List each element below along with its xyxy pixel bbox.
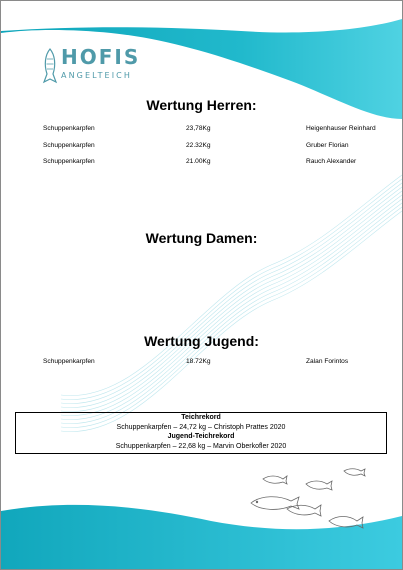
record-line-jugend: Schuppenkarpfen – 22,68 kg – Marvin Oberkofler 2020 <box>115 442 287 450</box>
top-wave-white <box>1 1 402 33</box>
record-title-teich: Teichrekord <box>181 414 221 421</box>
section-title-jugend: Wertung Jugend: <box>144 333 259 349</box>
section-title-damen: Wertung Damen: <box>145 230 258 246</box>
table-row <box>1 358 402 368</box>
section-title-herren: Wertung Herren: <box>146 97 257 113</box>
record-line-teich: Schuppenkarpfen – 24,72 kg – Christoph Prattes 2020 <box>116 423 286 431</box>
weight: 21.00Kg <box>186 158 211 165</box>
angler-name: Heigenhauser Reinhard <box>306 125 376 132</box>
table-row <box>1 142 402 152</box>
hofis-logo <box>41 45 141 87</box>
fish-type: Schuppenkarpfen <box>43 158 95 165</box>
angler-name: Gruber Florian <box>306 142 349 149</box>
fish-logo-icon <box>41 47 59 85</box>
bottom-wave <box>1 505 402 569</box>
weight: 23,78Kg <box>186 125 211 132</box>
logo-brand: HOFIS <box>61 45 141 69</box>
weight: 18.72Kg <box>186 358 211 365</box>
fish-sketches <box>251 469 365 528</box>
record-box <box>15 412 387 454</box>
table-row <box>1 158 402 168</box>
fish-type: Schuppenkarpfen <box>43 142 95 149</box>
record-title-jugend: Jugend-Teichrekord <box>167 433 235 440</box>
angler-name: Rauch Alexander <box>306 158 357 165</box>
weight: 22.32Kg <box>186 142 211 149</box>
table-row <box>1 125 402 135</box>
fish-type: Schuppenkarpfen <box>43 358 95 365</box>
logo-subtitle: ANGELTEICH <box>61 71 132 80</box>
fish-type: Schuppenkarpfen <box>43 125 95 132</box>
decorative-lines <box>61 175 402 432</box>
angler-name: Zalan Forintos <box>306 358 349 365</box>
